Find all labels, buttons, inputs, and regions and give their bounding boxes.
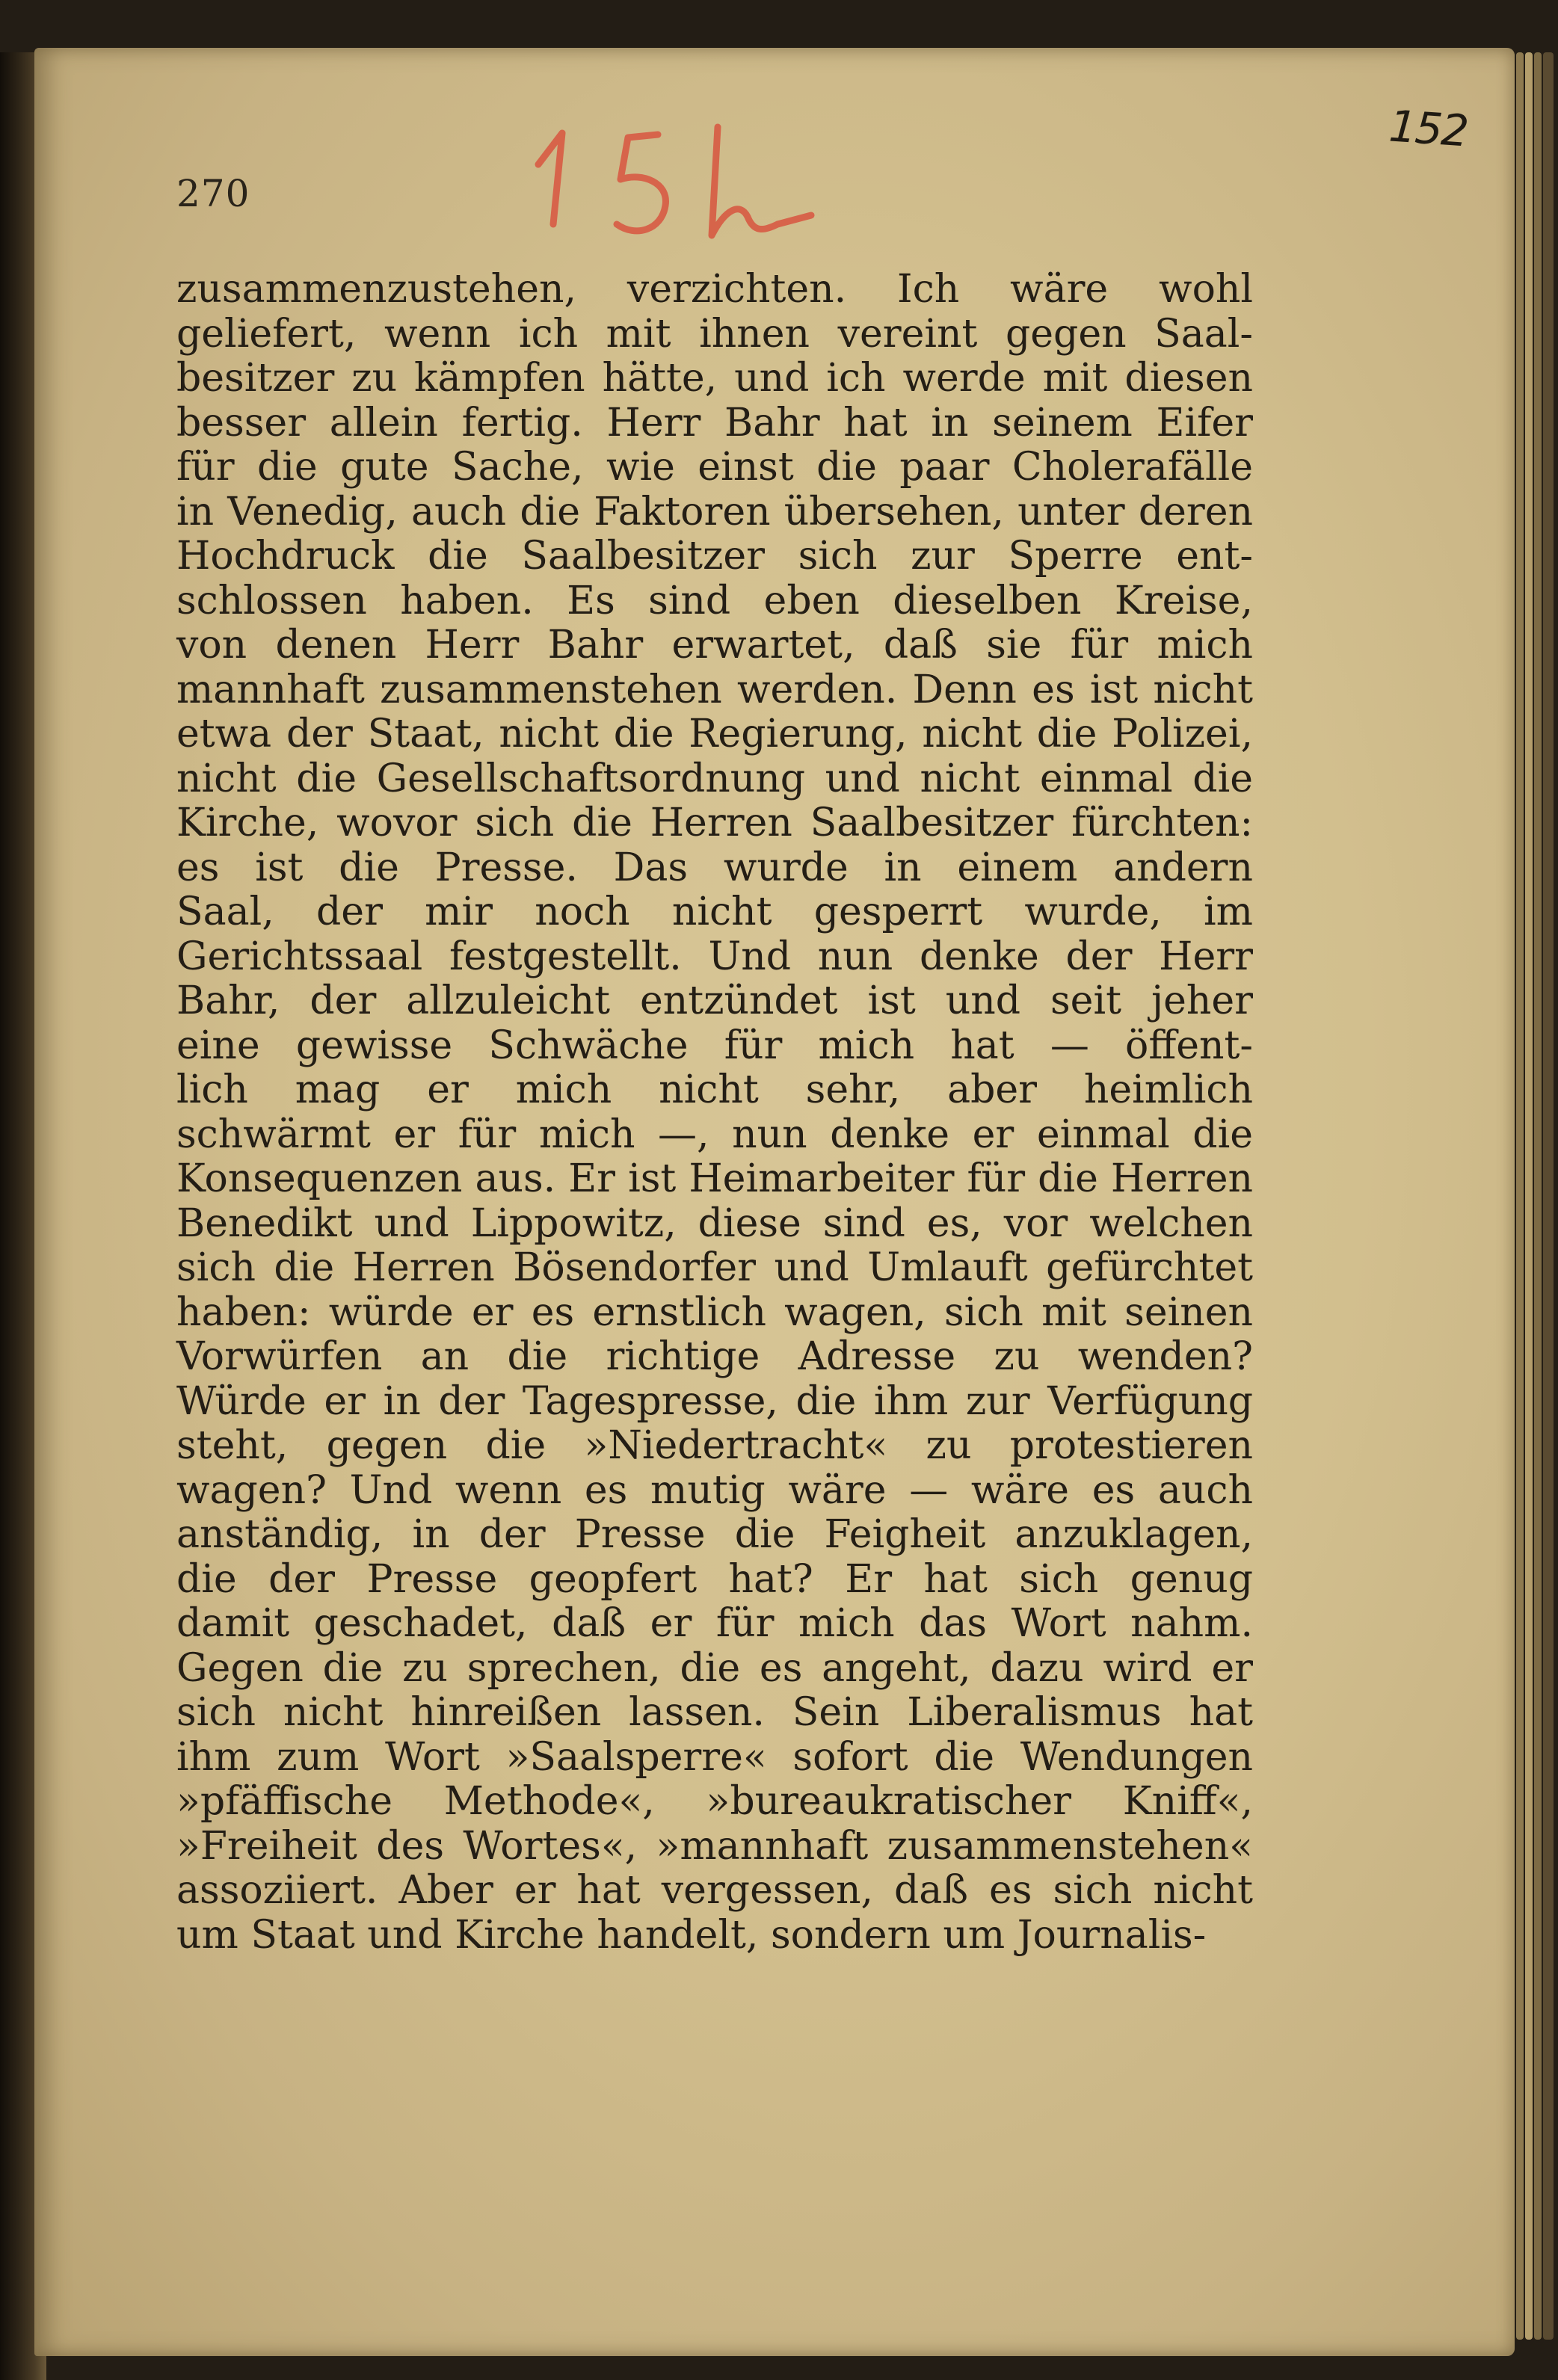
text-line: schlossen haben. Es sind eben dieselben Kreise, [176, 578, 1253, 623]
archive-number: 152 [1387, 100, 1469, 157]
text-line: assoziiert. Aber er hat vergessen, daß es sich nicht [176, 1868, 1253, 1913]
text-line: »pfäffische Methode«, »bureaukratischer Kniff«, [176, 1779, 1253, 1824]
text-line: ihm zum Wort »Saalsperre« sofort die Wendungen [176, 1734, 1253, 1780]
text-line: besser allein fertig. Herr Bahr hat in seinem Eifer [176, 400, 1253, 446]
text-line: Kirche, wovor sich die Herren Saalbesitzer fürchten: [176, 801, 1253, 845]
body-text [176, 268, 1253, 1958]
text-line: um Staat und Kirche handelt, sondern um Journalis- [176, 1912, 1207, 1958]
text-line: wagen? Und wenn es mutig wäre — wäre es auch [176, 1467, 1253, 1513]
text-line: schwärmt er für mich —, nun denke er einmal die [176, 1112, 1253, 1157]
text-line: zusammenzustehen, verzichten. Ich wäre wohl [176, 267, 1253, 312]
text-line: Gerichtssaal festgestellt. Und nun denke der Herr [176, 934, 1253, 979]
page-edge [1534, 52, 1542, 2340]
text-line: geliefert, wenn ich mit ihnen vereint gegen Saal- [176, 311, 1253, 357]
folio-mark [516, 112, 845, 262]
text-line: sich die Herren Bösendorfer und Umlauft gefürchtet [176, 1245, 1253, 1290]
text-line: es ist die Presse. Das wurde in einem andern [176, 845, 1253, 890]
text-line: sich nicht hinreißen lassen. Sein Liberalismus hat [176, 1690, 1253, 1735]
text-line: Vorwürfen an die richtige Adresse zu wenden? [176, 1334, 1253, 1379]
text-line: mannhaft zusammenstehen werden. Denn es ist nicht [176, 667, 1253, 712]
text-line: anständig, in der Presse die Feigheit anzuklagen, [176, 1512, 1253, 1557]
text-line: von denen Herr Bahr erwartet, daß sie für mich [176, 623, 1253, 668]
text-line: Würde er in der Tagespresse, die ihm zur Verfügung [176, 1378, 1253, 1424]
folio-stroke [617, 135, 665, 231]
text-line: lich mag er mich nicht sehr, aber heimlich [176, 1067, 1253, 1112]
page-number: 270 [176, 172, 250, 215]
text-line: Konsequenzen aus. Er ist Heimarbeiter für die Herren [176, 1156, 1253, 1201]
text-line: »Freiheit des Wortes«, »mannhaft zusammenstehen« [176, 1823, 1253, 1869]
text-line: haben: würde er es ernstlich wagen, sich mit seinen [176, 1289, 1253, 1335]
text-line: Bahr, der allzuleicht entzündet ist und seit jeher [176, 978, 1253, 1023]
text-line: besitzer zu kämpfen hätte, und ich werde mit diesen [176, 356, 1253, 401]
text-line: eine gewisse Schwäche für mich hat — öffent- [176, 1023, 1253, 1068]
text-line: die der Presse geopfert hat? Er hat sich genug [176, 1556, 1253, 1602]
text-line: etwa der Staat, nicht die Regierung, nicht die Polizei, [176, 712, 1253, 756]
text-line: damit geschadet, daß er für mich das Wort nahm. [176, 1601, 1253, 1646]
text-line: Benedikt und Lippowitz, diese sind es, vor welchen [176, 1200, 1253, 1246]
page-edge [1516, 52, 1524, 2340]
text-line: für die gute Sache, wie einst die paar Cholerafälle [176, 445, 1253, 490]
page-edge [1543, 52, 1554, 2340]
text-line: Gegen die zu sprechen, die es angeht, dazu wird er [176, 1645, 1253, 1691]
folio-stroke [538, 133, 562, 224]
text-line: nicht die Gesellschaftsordnung und nicht einmal die [176, 756, 1253, 801]
text-line: Saal, der mir noch nicht gesperrt wurde, im [176, 890, 1253, 934]
page-edge [1525, 52, 1533, 2340]
folio-stroke [712, 127, 811, 235]
text-line: steht, gegen die »Niedertracht« zu protestieren [176, 1423, 1253, 1468]
text-line: in Venedig, auch die Faktoren übersehen, unter deren [176, 489, 1253, 534]
text-line: Hochdruck die Saalbesitzer sich zur Sperre ent- [176, 534, 1253, 579]
